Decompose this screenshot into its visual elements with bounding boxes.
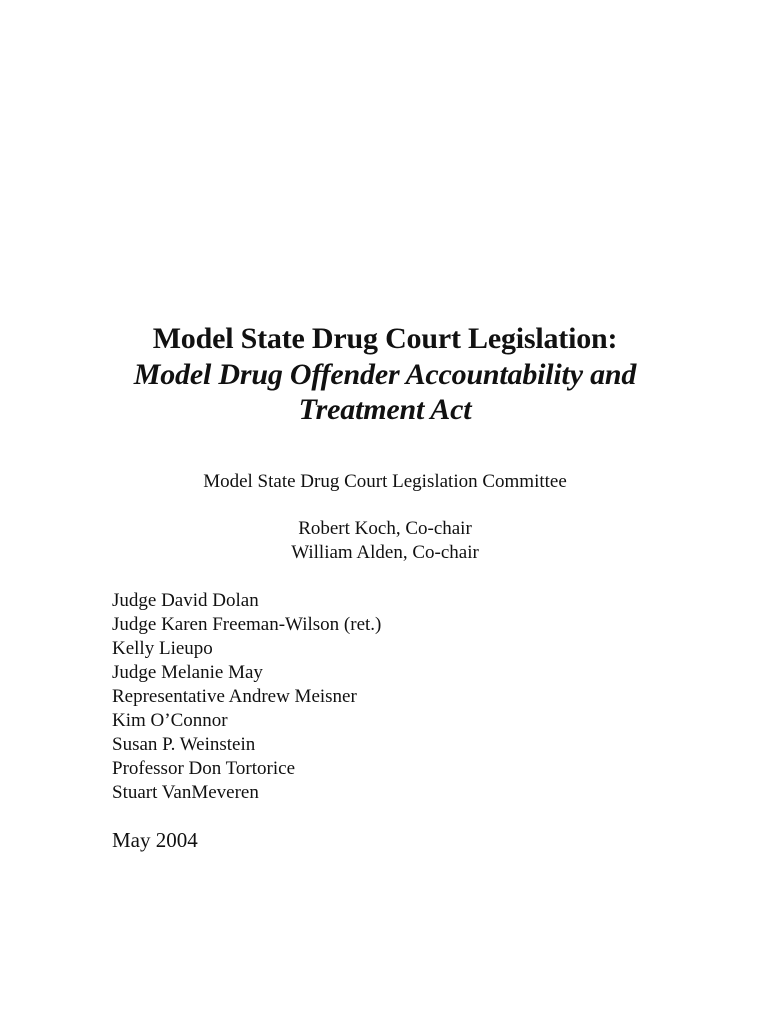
member-item: Professor Don Tortorice — [112, 758, 296, 779]
subtitle-line-2: Treatment Act — [298, 393, 472, 426]
member-item: Stuart VanMeveren — [112, 782, 259, 803]
member-item: Susan P. Weinstein — [112, 734, 256, 755]
member-item: Kelly Lieupo — [112, 638, 213, 659]
member-item: Judge Karen Freeman-Wilson (ret.) — [112, 614, 382, 635]
committee-chairs — [0, 517, 770, 565]
committee-members-list — [112, 589, 381, 805]
document-subtitle — [0, 357, 770, 427]
member-item: Representative Andrew Meisner — [112, 686, 357, 707]
committee-name: Model State Drug Court Legislation Committee — [203, 471, 567, 492]
member-item: Judge Melanie May — [112, 662, 263, 683]
co-chair-1: Robert Koch, Co-chair — [298, 518, 472, 539]
co-chair-2: William Alden, Co-chair — [291, 542, 479, 563]
member-item: Kim O’Connor — [112, 710, 228, 731]
member-item: Judge David Dolan — [112, 590, 259, 611]
document-title: Model State Drug Court Legislation: — [152, 322, 618, 355]
subtitle-line-1: Model Drug Offender Accountability and — [133, 358, 637, 391]
publication-date: May 2004 — [112, 828, 198, 852]
